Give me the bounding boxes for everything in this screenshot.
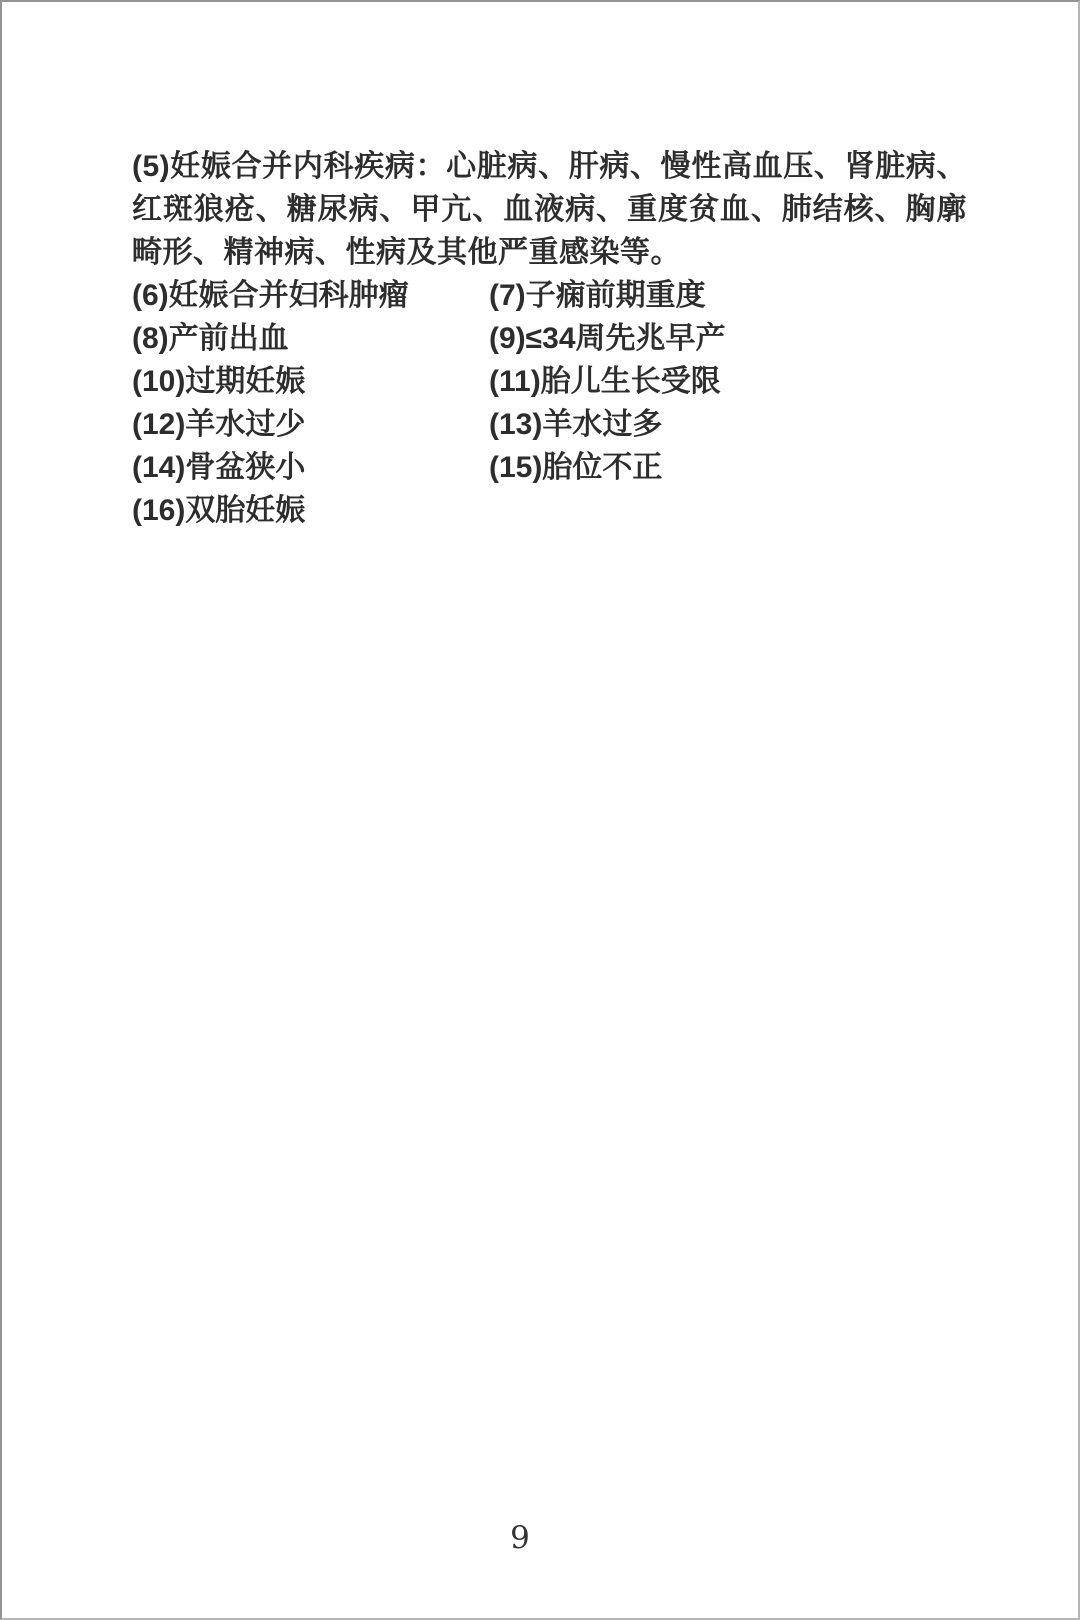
list-item-14: (14)骨盆狭小	[132, 451, 306, 484]
page-number: 9	[510, 1520, 530, 1556]
page-content	[132, 145, 967, 532]
list-item-6: (6)妊娠合并妇科肿瘤	[132, 279, 409, 312]
list-item-16: (16)双胎妊娠	[132, 494, 306, 527]
list-item-12: (12)羊水过少	[132, 408, 306, 441]
list-row	[132, 317, 967, 360]
list-row	[132, 489, 967, 532]
list-item-5-paragraph: (5)妊娠合并内科疾病：心脏病、肝病、慢性高血压、肾脏病、红斑狼疮、糖尿病、甲亢、血液病、重度贫血、肺结核、胸廓畸形、精神病、性病及其他严重感染等。	[132, 150, 967, 269]
list-item-empty	[489, 489, 967, 532]
list-row	[132, 403, 967, 446]
list-item-9: (9)≤34周先兆早产	[489, 322, 726, 355]
page-footer	[2, 1520, 1078, 1556]
two-column-list	[132, 274, 967, 532]
list-row	[132, 446, 967, 489]
list-row	[132, 274, 967, 317]
list-item-11: (11)胎儿生长受限	[489, 365, 721, 398]
list-row	[132, 360, 967, 403]
list-item-13: (13)羊水过多	[489, 408, 663, 441]
list-item-10: (10)过期妊娠	[132, 365, 306, 398]
list-item-7: (7)子痫前期重度	[489, 279, 706, 312]
list-item-15: (15)胎位不正	[489, 451, 663, 484]
list-item-8: (8)产前出血	[132, 322, 289, 355]
